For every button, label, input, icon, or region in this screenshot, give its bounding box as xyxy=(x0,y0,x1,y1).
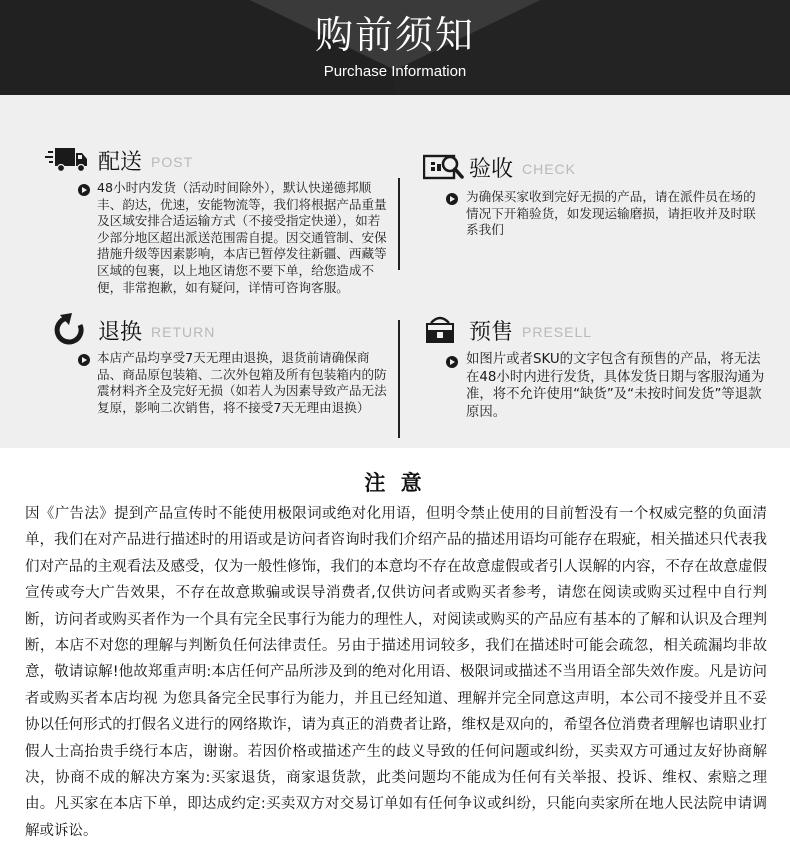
return-text: 本店产品均享受7天无理由退换，退货前请确保商品、商品原包装箱、二次外包箱及所有包装箱内的防震材料齐全及完好无损（如若人为因素导致产品无法复原，影响二次销售，将不接受7天无理由退换） xyxy=(97,350,387,415)
presell-text: 如图片或者SKU的文字包含有预售的产品，将无法在48小时内进行发货，具体发货日期与客服沟通为准，将不允许使用“缺货”及“未按时间发货”等退款原因。 xyxy=(466,352,765,420)
header-banner xyxy=(0,0,790,95)
page-subtitle: Purchase Information xyxy=(323,63,467,80)
check-title-en: CHECK xyxy=(522,161,577,177)
presell-title: 预售 xyxy=(469,320,514,345)
check-text: 为确保买家收到完好无损的产品，请在派件员在场的情况下开箱验货，如发现运输磨损，请拒收并及时联系我们 xyxy=(466,189,756,238)
attention-title: 注 意 xyxy=(364,471,426,495)
return-bullet-icon xyxy=(78,354,90,366)
inspect-package-icon xyxy=(423,150,467,184)
post-divider xyxy=(398,178,400,270)
check-bullet-icon xyxy=(446,193,458,205)
post-text: 48小时内发货（活动时间除外），默认快递德邦顺丰、韵达，优速，安能物流等，我们将根据产品重量及区域安排合适运输方式（不接受指定快递），如若少部分地区超出派送范围需自提。因交通管制、安保措施升级等因素影响，本店已暂停发往新疆、西藏等区域的包裹，以上地区请您不要下单，给您造成不便，非常抱歉，如有疑问，详情可咨询客服。 xyxy=(97,180,387,295)
presell-title-en: PRESELL xyxy=(522,324,593,340)
post-title-en: POST xyxy=(151,154,194,170)
gift-box-icon xyxy=(425,313,469,347)
post-bullet-icon xyxy=(78,184,90,196)
return-title-en: RETURN xyxy=(151,324,216,340)
refresh-arrow-icon xyxy=(52,313,96,347)
return-divider xyxy=(398,320,400,438)
return-title: 退换 xyxy=(98,320,143,345)
attention-body: 因《广告法》提到产品宣传时不能使用极限词或绝对化用语，但明令禁止使用的目前暂没有一个权威完整的负面清单，我们在对产品进行描述时的用语或是访问者咨询时我们介绍产品的描述用语均可能存在瑕疵，相关描述只代表我们对产品的主观看法及感受，仅为一般性修饰，我们的本意均不存在故意虚假或者引人误解的内容，不存在故意虚假宣传或夸大广告效果，不存在故意欺骗或误导消费者,仅供访问者或购买者参考，请您在阅读或购买过程中自行判断，访问者或购买者作为一个具有完全民事行为能力的理性人，对阅读或购买的产品应有基本的了解和认识及合理判断，本店不对您的理解与判断负任何法律责任。另由于描述用词较多，我们在描述时可能会疏忽，相关疏漏均非故意，敬请谅解!他故郑重声明:本店任何产品所涉及到的绝对化用语、极限词或描述不当用语全部失效作废。凡是访问者或购买者本店均视 为您具备完全民事行为能力，并且已经知道、理解并完全同意这声明，本公司不接受并且不妥协以任何形式的打假名义进行的网络欺诈，请为真正的消费者让路，维权是双向的，希望各位消费者理解也请职业打假人士高抬贵手绕行本店，谢谢。若因价格或描述产生的歧义导致的任何问题或纠纷，买卖双方可通过友好协商解决，协商不成的解决方案为:买家退货，商家退货款，此类问题均不能成为任何有关举报、投诉、维权、索赔之理由。凡买家在本店下单，即达成约定:买卖双方对交易订单如有任何争议或纠纷，只能向卖家所在地人民法院申请调解或诉讼。 xyxy=(25,506,767,839)
post-title: 配送 xyxy=(98,150,143,175)
delivery-truck-icon xyxy=(45,143,89,177)
check-title: 验收 xyxy=(469,157,514,182)
page-title: 购前须知 xyxy=(314,13,475,57)
presell-bullet-icon xyxy=(446,356,458,368)
